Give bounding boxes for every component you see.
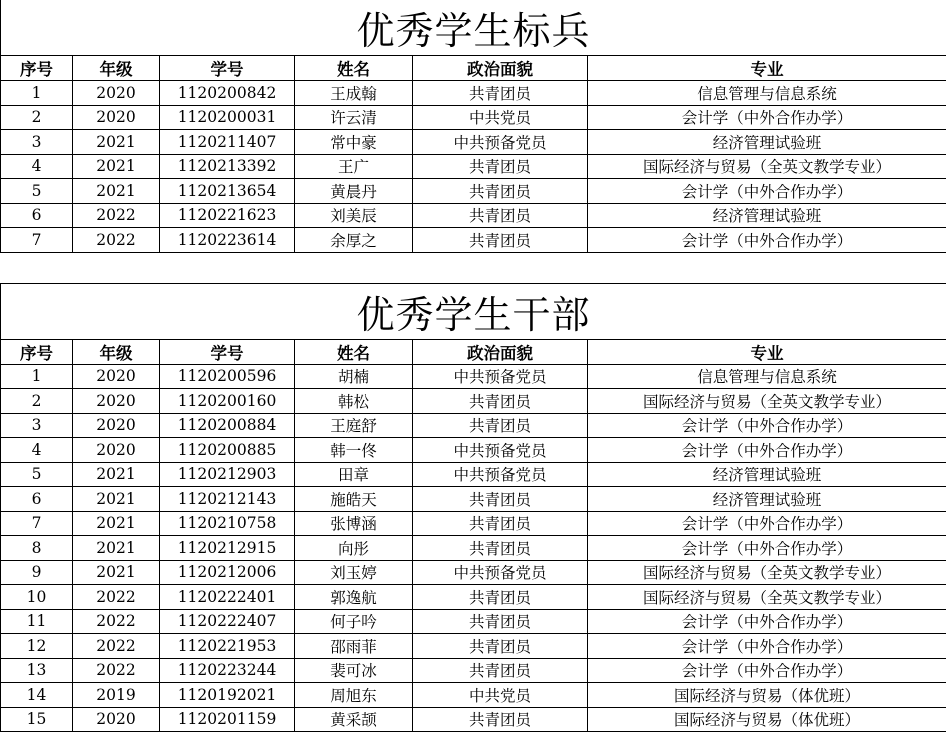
cell-political-status: 共青团员 bbox=[413, 154, 588, 179]
cell-grade: 2021 bbox=[73, 560, 160, 585]
cell-name: 刘玉婷 bbox=[295, 560, 413, 585]
cell-political-status: 共青团员 bbox=[413, 389, 588, 414]
cell-major: 会计学（中外合作办学） bbox=[588, 413, 946, 438]
cell-student-id: 1120221953 bbox=[160, 634, 295, 659]
cell-major: 信息管理与信息系统 bbox=[588, 81, 946, 106]
table-row bbox=[1, 105, 946, 130]
cell-name: 胡楠 bbox=[295, 364, 413, 389]
table-row bbox=[1, 462, 946, 487]
table-row bbox=[1, 536, 946, 561]
cell-student-id: 1120200031 bbox=[160, 105, 295, 130]
cell-student-id: 1120212903 bbox=[160, 462, 295, 487]
cell-student-id: 1120212915 bbox=[160, 536, 295, 561]
cell-name: 常中豪 bbox=[295, 130, 413, 155]
cell-name: 张博涵 bbox=[295, 511, 413, 536]
header-student-id: 学号 bbox=[160, 56, 295, 81]
header-major: 专业 bbox=[588, 56, 946, 81]
cell-major: 国际经济与贸易（全英文教学专业） bbox=[588, 585, 946, 610]
cell-name: 邵雨菲 bbox=[295, 634, 413, 659]
table-row bbox=[1, 413, 946, 438]
header-index: 序号 bbox=[1, 339, 73, 364]
header-student-id: 学号 bbox=[160, 339, 295, 364]
cell-index: 15 bbox=[1, 707, 73, 732]
cell-major: 会计学（中外合作办学） bbox=[588, 634, 946, 659]
table-row bbox=[1, 130, 946, 155]
cell-political-status: 中共预备党员 bbox=[413, 364, 588, 389]
header-index: 序号 bbox=[1, 56, 73, 81]
outstanding-cadre-table bbox=[0, 283, 946, 732]
cell-student-id: 1120213654 bbox=[160, 179, 295, 204]
table2-title: 优秀学生干部 bbox=[1, 283, 946, 339]
cell-name: 周旭东 bbox=[295, 683, 413, 708]
cell-political-status: 中共预备党员 bbox=[413, 462, 588, 487]
cell-index: 2 bbox=[1, 389, 73, 414]
cell-name: 王广 bbox=[295, 154, 413, 179]
cell-major: 会计学（中外合作办学） bbox=[588, 511, 946, 536]
table-row bbox=[1, 585, 946, 610]
cell-index: 6 bbox=[1, 203, 73, 228]
cell-grade: 2020 bbox=[73, 438, 160, 463]
cell-major: 经济管理试验班 bbox=[588, 487, 946, 512]
cell-student-id: 1120222407 bbox=[160, 609, 295, 634]
cell-grade: 2020 bbox=[73, 389, 160, 414]
cell-major: 会计学（中外合作办学） bbox=[588, 536, 946, 561]
cell-grade: 2021 bbox=[73, 536, 160, 561]
cell-student-id: 1120210758 bbox=[160, 511, 295, 536]
cell-index: 2 bbox=[1, 105, 73, 130]
cell-name: 黄晨丹 bbox=[295, 179, 413, 204]
cell-grade: 2021 bbox=[73, 511, 160, 536]
cell-grade: 2021 bbox=[73, 462, 160, 487]
cell-political-status: 中共预备党员 bbox=[413, 560, 588, 585]
table-gap bbox=[0, 253, 946, 283]
table-row bbox=[1, 707, 946, 732]
cell-name: 余厚之 bbox=[295, 228, 413, 253]
cell-index: 6 bbox=[1, 487, 73, 512]
cell-grade: 2021 bbox=[73, 130, 160, 155]
cell-grade: 2019 bbox=[73, 683, 160, 708]
table-row bbox=[1, 179, 946, 204]
cell-major: 会计学（中外合作办学） bbox=[588, 105, 946, 130]
cell-index: 10 bbox=[1, 585, 73, 610]
cell-student-id: 1120192021 bbox=[160, 683, 295, 708]
cell-political-status: 共青团员 bbox=[413, 228, 588, 253]
table-row bbox=[1, 154, 946, 179]
cell-political-status: 共青团员 bbox=[413, 707, 588, 732]
cell-student-id: 1120211407 bbox=[160, 130, 295, 155]
cell-political-status: 共青团员 bbox=[413, 487, 588, 512]
cell-index: 3 bbox=[1, 413, 73, 438]
cell-name: 刘美辰 bbox=[295, 203, 413, 228]
cell-index: 8 bbox=[1, 536, 73, 561]
cell-index: 1 bbox=[1, 364, 73, 389]
cell-grade: 2020 bbox=[73, 413, 160, 438]
cell-student-id: 1120212006 bbox=[160, 560, 295, 585]
cell-name: 裴可冰 bbox=[295, 658, 413, 683]
cell-index: 4 bbox=[1, 154, 73, 179]
cell-name: 何子吟 bbox=[295, 609, 413, 634]
header-major: 专业 bbox=[588, 339, 946, 364]
cell-political-status: 中共党员 bbox=[413, 683, 588, 708]
cell-grade: 2022 bbox=[73, 634, 160, 659]
cell-grade: 2020 bbox=[73, 364, 160, 389]
cell-major: 国际经济与贸易（全英文教学专业） bbox=[588, 560, 946, 585]
cell-index: 12 bbox=[1, 634, 73, 659]
header-row bbox=[1, 56, 946, 81]
cell-political-status: 共青团员 bbox=[413, 609, 588, 634]
cell-student-id: 1120201159 bbox=[160, 707, 295, 732]
table-row bbox=[1, 228, 946, 253]
cell-student-id: 1120200596 bbox=[160, 364, 295, 389]
cell-index: 7 bbox=[1, 228, 73, 253]
cell-grade: 2020 bbox=[73, 707, 160, 732]
table-row bbox=[1, 511, 946, 536]
cell-political-status: 中共预备党员 bbox=[413, 438, 588, 463]
cell-grade: 2021 bbox=[73, 179, 160, 204]
cell-major: 国际经济与贸易（全英文教学专业） bbox=[588, 389, 946, 414]
table-row bbox=[1, 634, 946, 659]
cell-student-id: 1120213392 bbox=[160, 154, 295, 179]
cell-index: 13 bbox=[1, 658, 73, 683]
header-grade: 年级 bbox=[73, 56, 160, 81]
cell-political-status: 共青团员 bbox=[413, 511, 588, 536]
cell-political-status: 共青团员 bbox=[413, 203, 588, 228]
cell-grade: 2021 bbox=[73, 487, 160, 512]
header-name: 姓名 bbox=[295, 56, 413, 81]
cell-name: 韩松 bbox=[295, 389, 413, 414]
cell-major: 经济管理试验班 bbox=[588, 462, 946, 487]
cell-major: 经济管理试验班 bbox=[588, 130, 946, 155]
cell-name: 田章 bbox=[295, 462, 413, 487]
cell-political-status: 共青团员 bbox=[413, 585, 588, 610]
cell-major: 国际经济与贸易（全英文教学专业） bbox=[588, 154, 946, 179]
table-row bbox=[1, 683, 946, 708]
cell-political-status: 共青团员 bbox=[413, 179, 588, 204]
cell-grade: 2020 bbox=[73, 81, 160, 106]
cell-student-id: 1120223614 bbox=[160, 228, 295, 253]
cell-student-id: 1120222401 bbox=[160, 585, 295, 610]
header-row bbox=[1, 339, 946, 364]
cell-grade: 2021 bbox=[73, 154, 160, 179]
cell-political-status: 共青团员 bbox=[413, 634, 588, 659]
cell-major: 会计学（中外合作办学） bbox=[588, 438, 946, 463]
cell-grade: 2020 bbox=[73, 105, 160, 130]
table-row bbox=[1, 364, 946, 389]
cell-political-status: 共青团员 bbox=[413, 413, 588, 438]
cell-name: 向彤 bbox=[295, 536, 413, 561]
cell-name: 王庭舒 bbox=[295, 413, 413, 438]
table1-title: 优秀学生标兵 bbox=[1, 0, 946, 56]
cell-name: 郭逸航 bbox=[295, 585, 413, 610]
cell-index: 3 bbox=[1, 130, 73, 155]
cell-grade: 2022 bbox=[73, 228, 160, 253]
cell-student-id: 1120200885 bbox=[160, 438, 295, 463]
cell-index: 5 bbox=[1, 462, 73, 487]
table-row bbox=[1, 487, 946, 512]
cell-name: 黄采颉 bbox=[295, 707, 413, 732]
cell-political-status: 共青团员 bbox=[413, 81, 588, 106]
cell-index: 4 bbox=[1, 438, 73, 463]
outstanding-model-table bbox=[0, 0, 946, 253]
cell-political-status: 共青团员 bbox=[413, 536, 588, 561]
cell-student-id: 1120200842 bbox=[160, 81, 295, 106]
cell-student-id: 1120200160 bbox=[160, 389, 295, 414]
cell-major: 国际经济与贸易（体优班） bbox=[588, 707, 946, 732]
cell-major: 会计学（中外合作办学） bbox=[588, 228, 946, 253]
cell-major: 会计学（中外合作办学） bbox=[588, 609, 946, 634]
table-row bbox=[1, 560, 946, 585]
table-row bbox=[1, 438, 946, 463]
table-row bbox=[1, 81, 946, 106]
cell-index: 1 bbox=[1, 81, 73, 106]
header-political-status: 政治面貌 bbox=[413, 339, 588, 364]
cell-political-status: 共青团员 bbox=[413, 658, 588, 683]
cell-political-status: 中共党员 bbox=[413, 105, 588, 130]
cell-name: 施皓天 bbox=[295, 487, 413, 512]
cell-index: 5 bbox=[1, 179, 73, 204]
cell-major: 信息管理与信息系统 bbox=[588, 364, 946, 389]
header-grade: 年级 bbox=[73, 339, 160, 364]
table-row bbox=[1, 658, 946, 683]
cell-student-id: 1120223244 bbox=[160, 658, 295, 683]
table-row bbox=[1, 609, 946, 634]
cell-index: 9 bbox=[1, 560, 73, 585]
cell-index: 7 bbox=[1, 511, 73, 536]
cell-grade: 2022 bbox=[73, 203, 160, 228]
cell-index: 14 bbox=[1, 683, 73, 708]
cell-name: 王成翰 bbox=[295, 81, 413, 106]
cell-grade: 2022 bbox=[73, 609, 160, 634]
cell-index: 11 bbox=[1, 609, 73, 634]
cell-student-id: 1120221623 bbox=[160, 203, 295, 228]
header-political-status: 政治面貌 bbox=[413, 56, 588, 81]
cell-student-id: 1120200884 bbox=[160, 413, 295, 438]
cell-name: 韩一佟 bbox=[295, 438, 413, 463]
cell-major: 会计学（中外合作办学） bbox=[588, 179, 946, 204]
cell-grade: 2022 bbox=[73, 658, 160, 683]
table-row bbox=[1, 389, 946, 414]
header-name: 姓名 bbox=[295, 339, 413, 364]
cell-major: 会计学（中外合作办学） bbox=[588, 658, 946, 683]
table-row bbox=[1, 203, 946, 228]
cell-name: 许云清 bbox=[295, 105, 413, 130]
cell-major: 经济管理试验班 bbox=[588, 203, 946, 228]
cell-major: 国际经济与贸易（体优班） bbox=[588, 683, 946, 708]
cell-student-id: 1120212143 bbox=[160, 487, 295, 512]
cell-political-status: 中共预备党员 bbox=[413, 130, 588, 155]
cell-grade: 2022 bbox=[73, 585, 160, 610]
